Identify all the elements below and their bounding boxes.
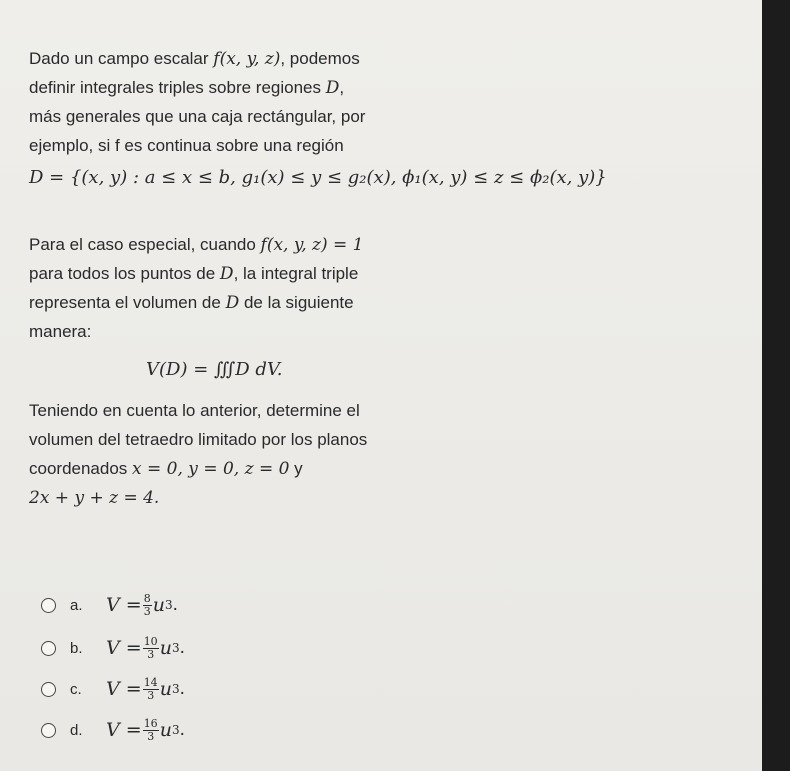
fraction-numerator: 8 (143, 591, 151, 605)
math-f-equals-1: f(x, y, z) = 1 (260, 235, 364, 255)
intro-line-4: ejemplo, si f es continua sobre una región (29, 136, 344, 155)
exponent: 3 (171, 723, 180, 737)
special-line-2 (29, 259, 358, 289)
question-line-3 (29, 454, 303, 484)
math-d: D (225, 293, 240, 313)
intro-tail: , (339, 78, 345, 97)
option-lhs: V = (106, 637, 142, 659)
fraction-denominator: 3 (143, 604, 151, 618)
intro-tail: , podemos (280, 49, 360, 68)
option-lhs: V = (106, 719, 142, 741)
fraction-numerator: 10 (143, 634, 158, 648)
fraction-denominator: 3 (147, 688, 155, 702)
volume-formula: V(D) = ∭D dV. (146, 359, 283, 380)
fraction (143, 636, 159, 661)
option-lhs: V = (106, 678, 142, 700)
radio-button-c[interactable] (41, 682, 56, 697)
special-text: representa el volumen de (29, 293, 221, 312)
intro-line-2 (29, 73, 344, 103)
special-line-3 (29, 288, 354, 318)
fraction-denominator: 3 (147, 729, 155, 743)
unit: u (159, 637, 172, 659)
option-formula (106, 593, 178, 618)
math-d: D (219, 264, 234, 284)
option-formula (106, 677, 185, 702)
option-b[interactable] (41, 633, 185, 663)
radio-button-d[interactable] (41, 723, 56, 738)
special-tail: de la siguiente (243, 293, 354, 312)
math-d: D (325, 78, 340, 98)
special-line-1 (29, 230, 363, 260)
question-line-4: 2x + y + z = 4. (29, 488, 160, 508)
option-letter: b. (70, 639, 83, 657)
question-line-2: volumen del tetraedro limitado por los planos (29, 430, 368, 449)
intro-text: Dado un campo escalar (29, 49, 209, 68)
unit: u (159, 719, 172, 741)
exponent: 3 (164, 598, 173, 612)
fraction (143, 677, 159, 702)
fraction-denominator: 3 (147, 647, 155, 661)
question-text: coordenados (29, 459, 128, 478)
special-text: para todos los puntos de (29, 264, 216, 283)
option-d[interactable] (41, 715, 185, 745)
dark-screen-edge (762, 0, 790, 771)
fraction (143, 593, 152, 618)
unit: u (152, 594, 165, 616)
period: . (179, 678, 185, 699)
question-tail: y (294, 459, 303, 478)
option-formula (106, 636, 185, 661)
exponent: 3 (171, 682, 180, 696)
option-lhs: V = (106, 594, 142, 616)
option-formula (106, 718, 185, 743)
fraction-numerator: 16 (143, 716, 158, 730)
period: . (179, 637, 185, 658)
radio-button-b[interactable] (41, 641, 56, 656)
period: . (179, 719, 185, 740)
question-line-1: Teniendo en cuenta lo anterior, determine el (29, 401, 360, 420)
option-c[interactable] (41, 674, 185, 704)
option-letter: d. (70, 721, 83, 739)
region-definition: D = {(x, y) : a ≤ x ≤ b, g₁(x) ≤ y ≤ g₂(x), ϕ₁(x, y) ≤ z ≤ ϕ₂(x, y)} (29, 167, 607, 188)
unit: u (159, 678, 172, 700)
math-f-xyz: f(x, y, z) (213, 49, 281, 69)
option-a[interactable] (41, 590, 178, 620)
option-letter: c. (70, 680, 82, 698)
special-line-4: manera: (29, 322, 92, 341)
exponent: 3 (171, 641, 180, 655)
radio-button-a[interactable] (41, 598, 56, 613)
special-tail: , la integral triple (233, 264, 359, 283)
fraction-numerator: 14 (143, 675, 158, 689)
fraction (143, 718, 159, 743)
intro-text: definir integrales triples sobre regiones (29, 78, 321, 97)
intro-line-3: más generales que una caja rectángular, por (29, 107, 366, 126)
intro-line-1 (29, 44, 360, 74)
option-letter: a. (70, 596, 83, 614)
math-coordinate-planes: x = 0, y = 0, z = 0 (132, 459, 290, 479)
special-text: Para el caso especial, cuando (29, 235, 256, 254)
period: . (172, 594, 178, 615)
